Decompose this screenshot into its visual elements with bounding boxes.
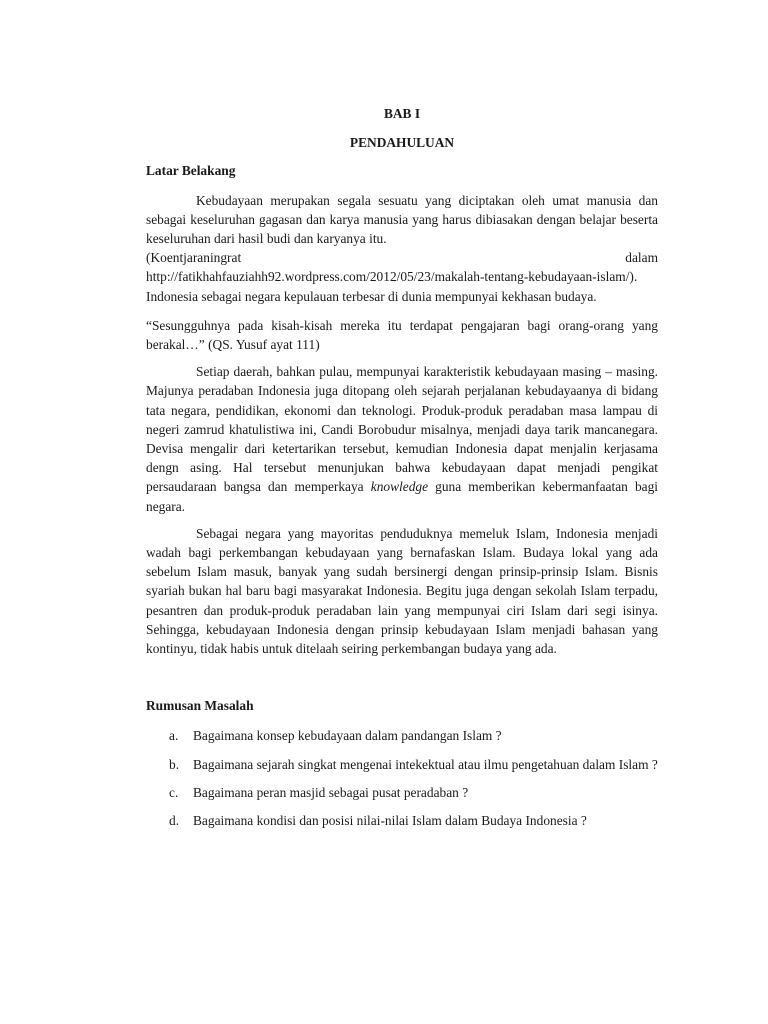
paragraph-karakteristik-text: Setiap daerah, bahkan pulau, mempunyai karakteristik kebudayaan masing – masing. Majunya peradaban Indonesia juga ditopang oleh sejarah perjalanan kebudayaanya di bidang tata negara, pendidikan, ekonomi dan teknologi. Produk-produk peradaban masa lampau di negeri zamrud khatulistiwa ini, Candi Borobudur misalnya, menjadi daya tarik mancanegara. Devisa mengalir dari ketertarikan tersebut, kemudian Indonesia dapat menjalin kerjasama dengn asing. Hal tersebut menunjukan bahwa kebudayaan dapat menjadi pengikat persaudaraan bangsa dan memperkaya [146, 364, 658, 495]
reference-url: http://fatikhahfauziahh92.wordpress.com/2012/05/23/makalah-tentang-kebudayaan-islam/). [146, 269, 638, 285]
paragraph-kebudayaan-tail: Indonesia sebagai negara kepulauan terbesar di dunia mempunyai kekhasan budaya. [146, 288, 597, 304]
list-marker: c. [169, 784, 179, 800]
list-item [146, 755, 658, 774]
list-item [146, 783, 658, 802]
section-heading-rumusan-masalah: Rumusan Masalah [146, 698, 254, 714]
problem-list [146, 726, 658, 830]
chapter-number: BAB I [383, 106, 421, 121]
italic-term: knowledge [370, 479, 429, 495]
reference-connector: dalam [625, 250, 658, 266]
paragraph-karakteristik [146, 362, 658, 516]
paragraph-kebudayaan [146, 191, 658, 306]
list-item-text: Bagaimana peran masjid sebagai pusat peradaban ? [193, 784, 469, 800]
paragraph-islam-indonesia: Sebagai negara yang mayoritas penduduknya memeluk Islam, Indonesia menjadi wadah bagi perkembangan kebudayaan yang bernafaskan Islam. Budaya lokal yang ada sebelum Islam masuk, banyak yang sudah bersinergi dengan prinsip-prinsip Islam. Bisnis syariah bukan hal baru bagi masyarakat Indonesia. Begitu juga dengan sekolah Islam terpadu, pesantren dan produk-produk peradaban lain yang mempunyai ciri Islam dari segi isinya. Sehingga, kebudayaan Indonesia dengan prinsip kebudayaan Islam menjadi bahasan yang kontinyu, tidak habis untuk ditelaah seiring perkembangan budaya yang ada. [146, 525, 658, 657]
list-marker: d. [169, 813, 180, 829]
list-item-text: Bagaimana kondisi dan posisi nilai-nilai Islam dalam Budaya Indonesia ? [193, 813, 587, 829]
list-item-text: Bagaimana konsep kebudayaan dalam pandangan Islam ? [193, 728, 502, 744]
reference-line [146, 248, 658, 267]
reference-tail [146, 267, 658, 305]
paragraph-kebudayaan-main: Kebudayaan merupakan segala sesuatu yang diciptakan oleh umat manusia dan sebagai keseluruhan gagasan dan karya manusia yang harus dibiasakan dengan belajar beserta keseluruhan dari hasil budi dan karyanya itu. [146, 192, 658, 247]
section-heading-latar-belakang: Latar Belakang [146, 163, 236, 179]
list-item-text: Bagaimana sejarah singkat mengenai intekektual atau ilmu pengetahuan dalam Islam ? [193, 756, 658, 772]
list-item [146, 811, 658, 830]
document-body [146, 104, 658, 839]
reference-author: (Koentjaraningrat [146, 250, 242, 266]
chapter-title: PENDAHULUAN [349, 135, 455, 151]
list-marker: b. [169, 756, 180, 772]
quran-quote: “Sesungguhnya pada kisah-kisah mereka itu terdapat pengajaran bagi orang-orang yang berakal…” (QS. Yusuf ayat 111) [146, 317, 658, 353]
list-marker: a. [169, 728, 179, 744]
paragraph-karakteristik-end: guna memberikan kebermanfaatan bagi negara. [146, 479, 658, 514]
list-item [146, 726, 658, 745]
